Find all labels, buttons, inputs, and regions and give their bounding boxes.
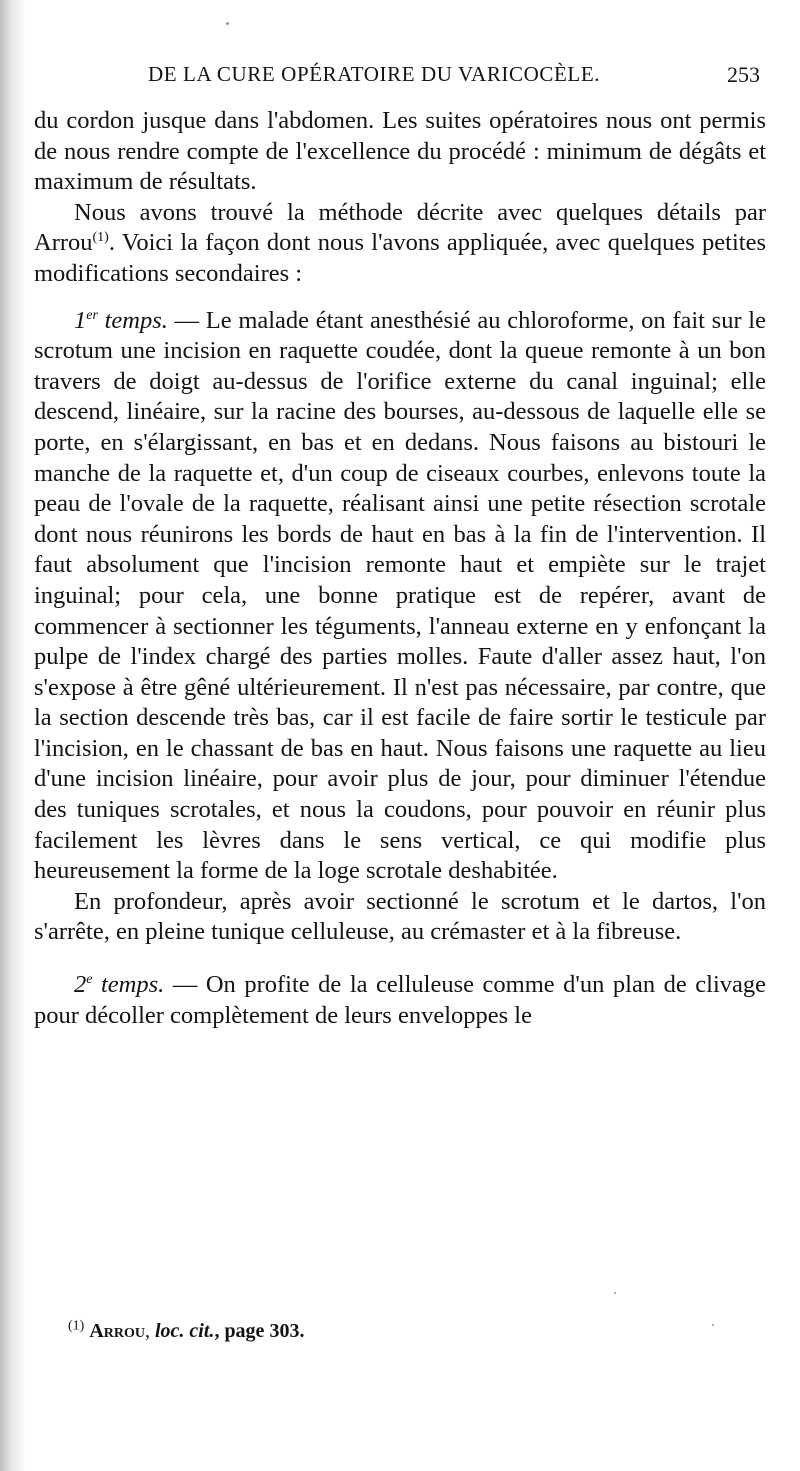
scan-speck <box>614 1292 616 1294</box>
scan-speck <box>226 22 229 25</box>
body-text <box>34 106 766 1031</box>
footnote <box>68 1320 758 1343</box>
step-1-heading <box>74 307 168 334</box>
running-title: DE LA CURE OPÉRATOIRE DU VARICOCÈLE. <box>148 62 601 86</box>
paragraph-depth-text: En profondeur, après avoir sectionné le scrotum et le dartos, l'on s'arrête, en pleine tunique celluleuse, au crémaster et à la fibreuse. <box>34 887 766 946</box>
step-2-word: temps. <box>92 971 165 999</box>
running-head <box>148 60 760 92</box>
step-1-text: — Le malade étant anesthésié au chloroforme, on fait sur le scrotum une incision en raquette coudée, dont la queue remonte à un bon travers de doigt au-dessus de l'orifice externe du canal inguinal; elle descend, linéaire, sur la racine des bourses, au-dessous de laquelle elle se porte, en s'élargissant, en bas et en dedans. Nous faisons au bistouri le manche de la raquette et, d'un coup de ciseaux courbes, enlevons toute la peau de l'ovale de la raquette, réalisant ainsi une petite résection scrotale dont nous réunirons les bords de haut en bas à la fin de l'intervention. Il faut absolument que l'incision remonte haut et empiète sur le trajet inguinal; pour cela, une bonne pratique est de repérer, avant de commencer à sectionner les téguments, l'anneau externe en y enfonçant la pulpe de l'index chargé des parties molles. Faute d'aller assez haut, l'on s'expose à être gêné ultérieurement. Il n'est pas nécessaire, par contre, que la section descende très bas, car il est facile de faire sortir le testicule par l'incision, en le chassant de bas en haut. Nous faisons une raquette au lieu d'une incision linéaire, pour avoir plus de jour, pour diminuer l'étendue des tuniques scrotales, et nous la coudons, pour pouvoir en réunir plus facilement les lèvres dans le sens vertical, ce qui modifie plus heureusement la forme de la loge scrotale deshabitée. <box>34 306 766 885</box>
footnote-reference: (1) <box>92 230 109 246</box>
step-2-text: — On profite de la celluleuse comme d'un plan de clivage pour décoller complètement de leurs enveloppes le <box>34 971 766 1029</box>
page-number: 253 <box>727 62 760 87</box>
step-2-heading <box>74 971 164 998</box>
footnote-page-ref: , page 303. <box>214 1320 305 1342</box>
step-2-number: 2 <box>74 971 87 999</box>
paragraph-step-1 <box>34 306 766 887</box>
paragraph-gap <box>34 290 766 306</box>
step-1-number: 1 <box>74 306 87 334</box>
footnote-marker: (1) <box>68 1318 85 1334</box>
paragraph-1 <box>34 106 766 198</box>
paragraph-gap <box>34 948 766 970</box>
step-1-word: temps. <box>97 306 168 334</box>
footnote-comma: , <box>145 1320 155 1342</box>
paragraph-depth <box>34 887 766 948</box>
paragraph-2-text-start: Nous avons trouvé la méthode décrite avec quelques détails par Arrou <box>34 198 766 257</box>
step-2-ordinal: e <box>86 971 93 987</box>
scanned-page-edge <box>0 0 26 1471</box>
footnote-citation: loc. cit. <box>155 1320 215 1342</box>
paragraph-1-text: du cordon jusque dans l'abdomen. Les suites opératoires nous ont permis de nous rendre compte de l'excellence du procédé : minimum de dégâts et maximum de résultats. <box>34 107 766 196</box>
paragraph-2-text-end: . Voici la façon dont nous l'avons appliquée, avec quelques petites modifications secondaires : <box>34 229 766 287</box>
step-1-ordinal: er <box>86 307 98 323</box>
paragraph-2 <box>34 198 766 290</box>
paragraph-step-2 <box>34 970 766 1031</box>
footnote-author: Arrou <box>89 1320 145 1342</box>
